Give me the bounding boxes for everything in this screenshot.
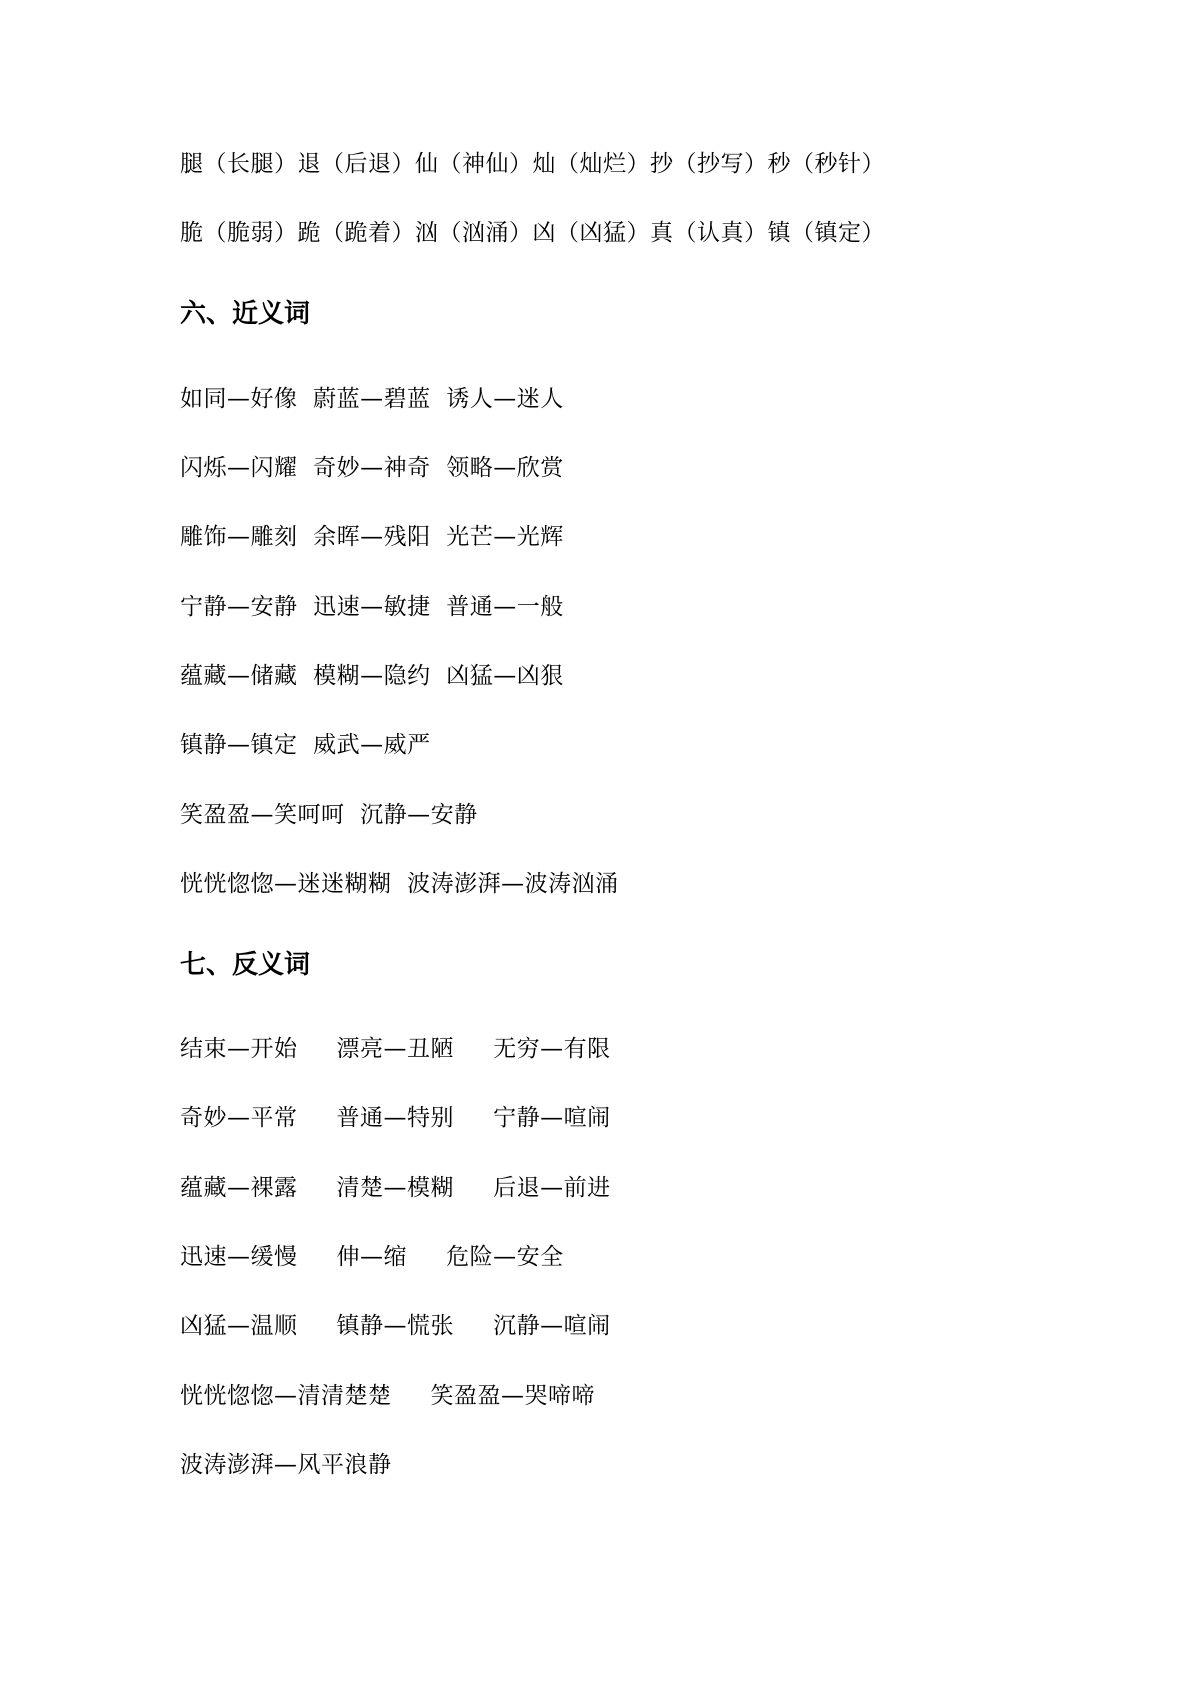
antonym-line-5: 凶猛—温顺 镇静—慌张 沉静—喧闹	[180, 1313, 611, 1339]
synonym-line-4: 宁静—安静 迅速—敏捷 普通—一般	[180, 594, 564, 620]
synonym-line-1: 如同—好像 蔚蓝—碧蓝 诱人—迷人	[180, 386, 564, 412]
synonym-line-5: 蕴藏—储藏 模糊—隐约 凶猛—凶狠	[180, 663, 564, 689]
homophone-line-2: 脆（脆弱）跪（跪着）汹（汹涌）凶（凶猛）真（认真）镇（镇定）	[180, 220, 885, 246]
synonym-line-7: 笑盈盈—笑呵呵 沉静—安静	[180, 802, 478, 828]
antonym-line-4: 迅速—缓慢 伸—缩 危险—安全	[180, 1244, 564, 1270]
antonym-line-2: 奇妙—平常 普通—特别 宁静—喧闹	[180, 1105, 611, 1131]
antonym-line-1: 结束—开始 漂亮—丑陋 无穷—有限	[180, 1036, 611, 1062]
antonym-line-6: 恍恍惚惚—清清楚楚 笑盈盈—哭啼啼	[180, 1383, 596, 1409]
antonyms-heading: 七、反义词	[180, 950, 311, 980]
antonym-line-7: 波涛澎湃—风平浪静	[180, 1452, 392, 1478]
synonym-line-8: 恍恍惚惚—迷迷糊糊 波涛澎湃—波涛汹涌	[180, 871, 619, 897]
antonym-line-3: 蕴藏—裸露 清楚—模糊 后退—前进	[180, 1175, 611, 1201]
homophone-line-1: 腿（长腿）退（后退）仙（神仙）灿（灿烂）抄（抄写）秒（秒针）	[180, 151, 885, 177]
synonyms-heading: 六、近义词	[180, 299, 311, 329]
synonym-line-3: 雕饰—雕刻 余晖—残阳 光芒—光辉	[180, 524, 564, 550]
synonym-line-6: 镇静—镇定 威武—威严	[180, 732, 431, 758]
synonym-line-2: 闪烁—闪耀 奇妙—神奇 领略—欣赏	[180, 455, 564, 481]
